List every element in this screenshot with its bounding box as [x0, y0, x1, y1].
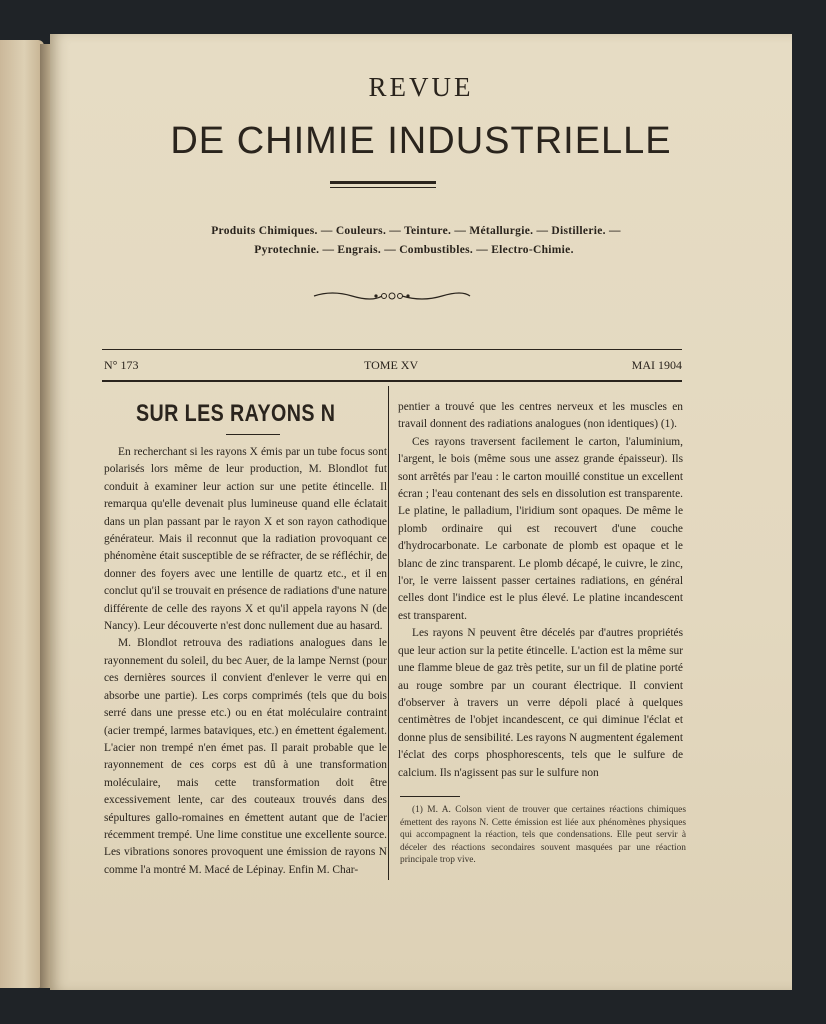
column-divider	[388, 386, 389, 880]
issue-tome: TOME XV	[364, 358, 419, 372]
issue-number: N° 173	[104, 358, 139, 372]
paragraph: pentier a trouvé que les centres nerveux et les muscles en travail donnent des radiations analogues (non identiques) (1).	[398, 401, 683, 431]
topics-line-1: Produits Chimiques. — Couleurs. — Teinture. — Métallurgie. — Distillerie. —	[211, 225, 621, 237]
paragraph: M. Blondlot retrouva des radiations analogues dans le rayonnement du soleil, du bec Auer, de la lampe Nernst (pour ces dernières sources il convient d'enlever le verre qui en absorbe une partie). Les corps comprimés (tels que du bois serré dans une presse etc.) ou en état moléculaire contraint (acier trempé, larmes bataviques, etc.) en émettent également. L'acier non trempé n'en émet pas. Il parait probable que le rayonnement de ces corps est dû à une transformation moléculaire, mais cette transformation doit être excessivement lente, car des couteaux trouvés dans des sépultures gallo-romaines en émettent autant que de l'acier récemment trempé. Une lime constitue une excellente source. Les vibrations sonores provoquent une émission de rayons N comme l'a montré M. Macé de Lépinay. Enfin M. Char-	[104, 637, 387, 876]
article-title-rule	[226, 434, 280, 435]
footnote-text: (1) M. A. Colson vient de trouver que certaines réactions chimiques émettent des rayons N. Cette émission est liée aux phénomènes physiques qui accompagnent la réaction, tels que condensations. Elle peut servir à déceler des réactions secondaires souvent masquées par une réaction principale trop vive.	[400, 805, 686, 866]
issue-bar	[102, 349, 682, 382]
paragraph: En recherchant si les rayons X émis par un tube focus sont polarisés lors même de leur production, M. Blondlot fut conduit à examiner leur action sur une petite étincelle. Il remarqua qu'elle devenait plus lumineuse quand elle éclatait dans un plan passant par le rayon X et son rayon cathodique générateur. Mais il reconnut que la radiation provoquant ce phénomène était susceptible de se réfracter, de se réfléchir, de donner des foyers avec une lentille de quartz etc., et il en conclut qu'il se trouvait en présence de radiations d'une nature différente de celle des rayons X et qu'il appela rayons N (de Nancy). Leur découverte n'est donc nullement due au hasard.	[104, 446, 387, 633]
topics-line-2: Pyrotechnie. — Engrais. — Combustibles. — Electro-Chimie.	[254, 244, 574, 256]
journal-page	[50, 34, 792, 990]
journal-title: DE CHIMIE INDUSTRIELLE	[170, 120, 672, 162]
article-title: SUR LES RAYONS N	[136, 400, 336, 427]
left-column	[104, 444, 387, 879]
footnote	[400, 804, 686, 867]
ornament-flourish-icon	[312, 288, 472, 304]
footnote-rule	[400, 796, 460, 797]
right-column	[398, 399, 683, 782]
paragraph: Ces rayons traversent facilement le carton, l'aluminium, l'argent, le bois (même sous une assez grande épaisseur). Ils sont arrêtés par l'eau : le carton mouillé constitue un excellent écran ; l'eau contenant des sels en dissolution est transparente. Le platine, le palladium, l'iridium sont opaques. De même le plomb ordinaire qui est recouvert d'une couche d'hydrocarbonate. Le carbonate de plomb est opaque et le blanc de zinc transparent. Le plomb décapé, le cuivre, le zinc, l'or, le verre laissent passer certaines radiations, en général celles dont l'indice est le plus élevé. Le platine incandescent est transparent.	[398, 435, 683, 622]
title-rule	[330, 181, 436, 188]
issue-date: MAI 1904	[631, 358, 682, 372]
journal-revue-heading: REVUE	[368, 72, 474, 102]
facing-page-edge	[0, 40, 44, 988]
paragraph: Les rayons N peuvent être décelés par d'autres propriétés que leur action sur la petite étincelle. L'action est la même sur une flamme bleue de gaz très petite, sur un fil de platine porté au rouge sombre par un courant électrique. Il convient d'observer à travers un verre dépoli placé à quelques centimètres de l'objet incandescent, ce qui diminue l'éclat et donne plus de sensibilité. Les rayons N augmentent également l'éclat des corps phosphorescents, tels que le sulfure de calcium. Ils n'agissent pas sur le sulfure non	[398, 627, 683, 779]
